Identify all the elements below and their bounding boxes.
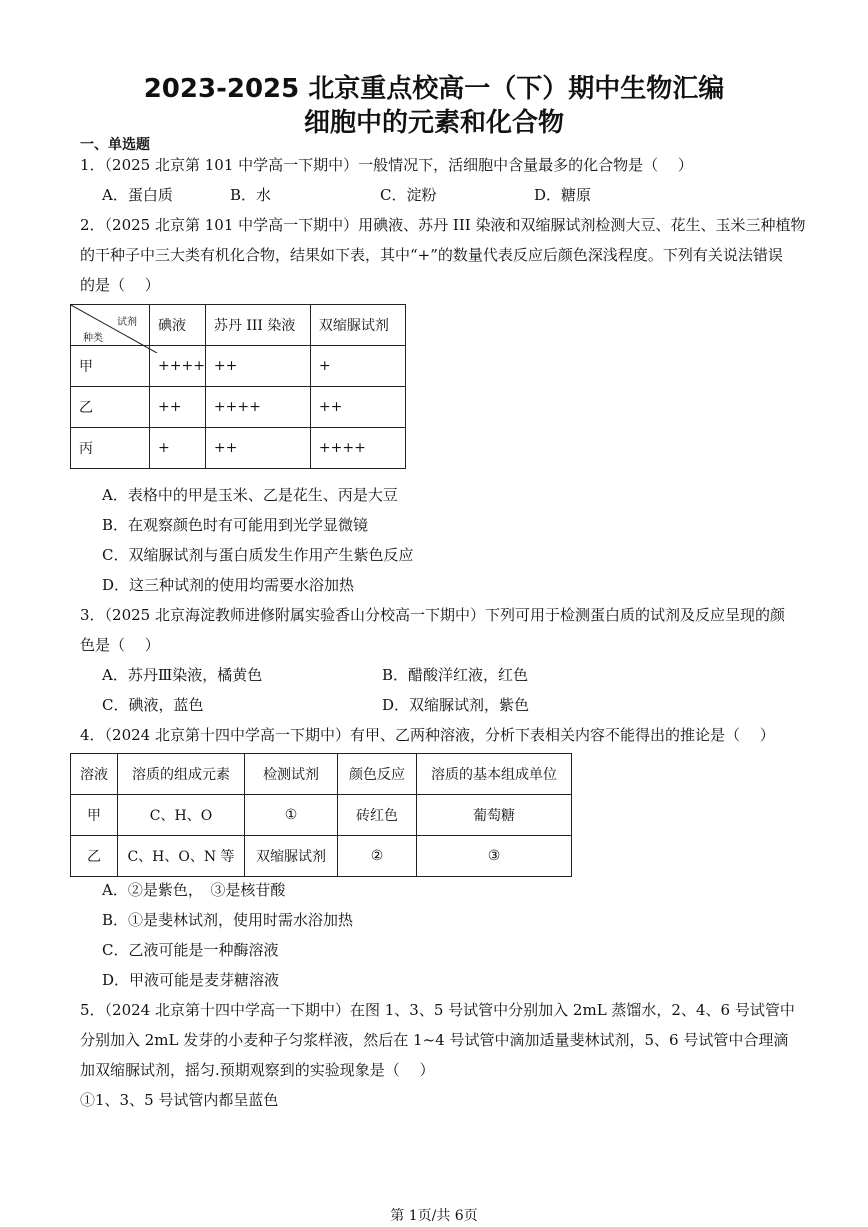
table-header: 溶质的组成元素 <box>118 754 245 795</box>
table-row <box>71 836 572 877</box>
table-cell: ② <box>338 836 417 877</box>
q2-option-b: B．在观察颜色时有可能用到光学显微镜 <box>102 516 369 534</box>
table-row <box>71 428 406 469</box>
table-cell: ++ <box>205 346 310 387</box>
table-cell: ++++ <box>205 387 310 428</box>
corner-label-reagent: 试剂 <box>117 317 137 328</box>
q1-stem: 1．（2025 北京第 101 中学高一下期中）一般情况下，活细胞中含量最多的化合物是（ ） <box>80 156 693 174</box>
table-cell: ++ <box>205 428 310 469</box>
table-cell: 乙 <box>71 836 118 877</box>
document-subtitle: 细胞中的元素和化合物 <box>303 108 564 138</box>
table-row <box>71 387 406 428</box>
q2-option-d: D．这三种试剂的使用均需要水浴加热 <box>102 576 355 594</box>
table-cell: ++++ <box>150 346 206 387</box>
q2-table <box>70 304 406 469</box>
q4-option-c: C．乙液可能是一种酶溶液 <box>102 941 279 959</box>
section-heading: 一、单选题 <box>80 137 150 153</box>
table-cell: 丙 <box>71 428 150 469</box>
q2-stem-line2: 的干种子中三大类有机化合物，结果如下表，其中“+”的数量代表反应后颜色深浅程度。下列有关说法错误 <box>80 246 783 264</box>
table-cell: ++ <box>310 387 405 428</box>
table-cell: 乙 <box>71 387 150 428</box>
q4-table <box>70 753 572 877</box>
table-header: 碘液 <box>150 305 206 346</box>
table-cell: ① <box>245 795 338 836</box>
q5-stem-line1: 5．（2024 北京第十四中学高一下期中）在图 1、3、5 号试管中分别加入 2mL 蒸馏水，2、4、6 号试管中 <box>80 1001 795 1019</box>
table-cell: C、H、O <box>118 795 245 836</box>
q3-option-d: D．双缩脲试剂，紫色 <box>382 696 530 714</box>
table-cell: 砖红色 <box>338 795 417 836</box>
q1-option-d: D．糖原 <box>534 186 592 204</box>
q3-option-a: A．苏丹Ⅲ染液，橘黄色 <box>102 666 263 684</box>
table-cell: ++ <box>150 387 206 428</box>
q3-stem-line2: 色是（ ） <box>80 636 160 654</box>
table-cell: + <box>310 346 405 387</box>
q3-option-c: C．碘液，蓝色 <box>102 696 204 714</box>
q2-option-a: A．表格中的甲是玉米、乙是花生、丙是大豆 <box>102 486 398 504</box>
table-cell: ③ <box>417 836 572 877</box>
table-cell: + <box>150 428 206 469</box>
table-header: 检测试剂 <box>245 754 338 795</box>
table-row <box>71 795 572 836</box>
table-cell: 葡萄糖 <box>417 795 572 836</box>
q3-stem-line1: 3．（2025 北京海淀教师进修附属实验香山分校高一下期中）下列可用于检测蛋白质的试剂及反应呈现的颜 <box>80 606 785 624</box>
q2-stem-line3: 的是（ ） <box>80 276 160 294</box>
q4-stem: 4．（2024 北京第十四中学高一下期中）有甲、乙两种溶液，分析下表相关内容不能得出的推论是（ ） <box>80 726 775 744</box>
table-header: 苏丹 III 染液 <box>205 305 310 346</box>
table-cell: C、H、O、N 等 <box>118 836 245 877</box>
table-header: 溶液 <box>71 754 118 795</box>
table-header: 溶质的基本组成单位 <box>417 754 572 795</box>
corner-label-species: 种类 <box>83 333 103 344</box>
q5-stem-line2: 分别加入 2mL 发芽的小麦种子匀浆样液，然后在 1~4 号试管中滴加适量斐林试剂，5、6 号试管中合理滴 <box>80 1031 789 1049</box>
table-cell: 甲 <box>71 795 118 836</box>
q3-option-b: B．醋酸洋红液，红色 <box>382 666 529 684</box>
q1-option-b: B．水 <box>230 186 272 204</box>
table-cell: ++++ <box>310 428 405 469</box>
table-cell: 甲 <box>71 346 150 387</box>
q5-item-1: ①1、3、5 号试管内都呈蓝色 <box>80 1091 279 1109</box>
table-cell: 双缩脲试剂 <box>245 836 338 877</box>
q4-option-b: B．①是斐林试剂，使用时需水浴加热 <box>102 911 354 929</box>
table-header: 颜色反应 <box>338 754 417 795</box>
document-title: 2023-2025 北京重点校高一（下）期中生物汇编 <box>143 74 725 104</box>
q2-stem-line1: 2．（2025 北京第 101 中学高一下期中）用碘液、苏丹 III 染液和双缩脲试剂检测大豆、花生、玉米三种植物 <box>80 216 806 234</box>
table-corner-cell <box>71 305 150 346</box>
q4-option-a: A．②是紫色， ③是核苷酸 <box>102 881 286 899</box>
q5-stem-line3: 加双缩脲试剂，摇匀.预期观察到的实验现象是（ ） <box>80 1061 435 1079</box>
q2-option-c: C．双缩脲试剂与蛋白质发生作用产生紫色反应 <box>102 546 414 564</box>
table-header: 双缩脲试剂 <box>310 305 405 346</box>
q1-option-a: A．蛋白质 <box>102 186 173 204</box>
q4-option-d: D．甲液可能是麦芽糖溶液 <box>102 971 280 989</box>
q1-option-c: C．淀粉 <box>380 186 437 204</box>
page-footer: 第 1页/共 6页 <box>390 1208 478 1224</box>
